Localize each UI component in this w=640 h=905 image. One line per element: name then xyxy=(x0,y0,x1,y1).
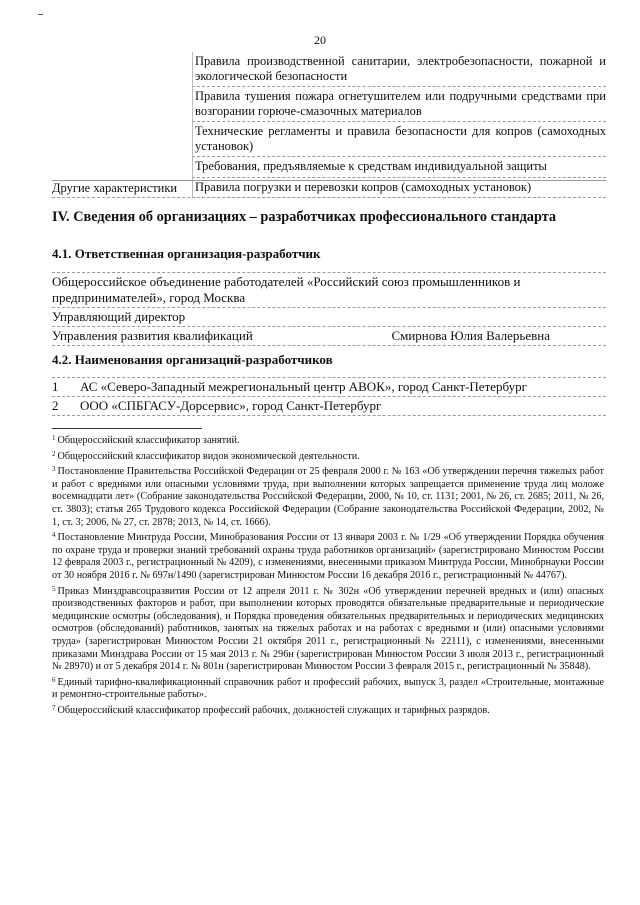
table-row xyxy=(52,87,606,122)
org-department: Управления развития квалификаций xyxy=(52,328,253,343)
requirement-item: Правила тушения пожара огнетушителем или подручными средствами при возгорании горюче-смазочных материалов xyxy=(192,87,606,122)
requirement-item: Требования, предъявляемые к средствам индивидуальной защиты xyxy=(192,157,606,178)
row-number: 2 xyxy=(52,398,59,413)
requirement-item: Правила погрузки и перевозки копров (самоходных установок) xyxy=(192,178,606,199)
footnote: $^3$ Постановление Правительства Российской Федерации от 25 февраля 2000 г. № 163 «Об утверждении перечня тяжелых работ и работ с вредными или опасными условиями труда, при выполнении которых запрещается применение труда лиц моложе восемнадцати лет» (Собрание законодательства Российской Федерации, 2000, № 10, ст. 1131; 2001, № 26, ст. 2685; 2011, № 26, ст. 3803); статья 265 Трудового кодекса Российской Федерации (Собрание законодательства Российской Федерации, 2002, № 1, ст. 3; 2006, № 27, ст. 2878; 2013, № 14, ст. 1666). xyxy=(52,465,604,528)
requirements-table xyxy=(52,52,606,198)
table-row xyxy=(52,377,606,397)
other-characteristics-label: Другие характеристики xyxy=(52,180,606,198)
footnote: $^4$ Постановление Минтруда России, Минобразования России от 13 января 2003 г. № 1/29 «Об утверждении Порядка обучения по охране труда и проверки знаний требований охраны труда работников организаций» (зарегистрировано Минюстом России 12 февраля 2003 г., регистрационный № 4209), с изменениями, внесенными приказом Минтруда России, Минобрнауки России от 30 ноября 2016 г. № 697н/1490 (зарегистрирован Минюстом России 16 декабря 2016 г., регистрационный № 44767). xyxy=(52,531,604,581)
table-row xyxy=(52,122,606,157)
scan-mark xyxy=(38,14,43,15)
table-row xyxy=(52,52,606,87)
row-number: 1 xyxy=(52,379,59,394)
table-row xyxy=(52,397,606,416)
table-row xyxy=(52,157,606,178)
org-position: Управляющий директор xyxy=(52,308,606,327)
footnote-rule xyxy=(52,428,202,429)
footnote: $^2$ Общероссийский классификатор видов экономической деятельности. xyxy=(52,449,360,462)
developers-heading: 4.2. Наименования организаций-разработчиков xyxy=(52,352,333,367)
footnote: $^5$ Приказ Минздравсоцразвития России от 12 апреля 2011 г. № 302н «Об утверждении перечней вредных и (или) опасных производственных факторов и работ, при выполнении которых проводятся обязательные предварительные и периодические медицинские осмотры (обследования), и Порядка проведения обязательных предварительных и периодических медицинских осмотров (обследований) работников, занятых на тяжелых работах и на работах с вредными и (или) опасными условиями труда» (зарегистрирован Минюстом России 21 октября 2011 г., регистрационный № 22111), с изменениями, внесенными приказами Минздрава России от 15 мая 2013 г. № 296н (зарегистрирован Минюстом России 3 июля 2013 г., регистрационный № 28970) и от 5 декабря 2014 г. № 801н (зарегистрирован Минюстом России 3 февраля 2015 г., регистрационный № 35848). xyxy=(52,584,604,673)
developer-name: АС «Северо-Западный межрегиональный центр АВОК», город Санкт-Петербург xyxy=(80,379,527,394)
responsible-org-block xyxy=(52,272,606,346)
footnote: $^7$ Общероссийский классификатор профессий рабочих, должностей служащих и тарифных разрядов. xyxy=(52,703,490,716)
responsible-org-heading: 4.1. Ответственная организация-разработчик xyxy=(52,246,321,261)
org-name: Общероссийское объединение работодателей «Российский союз промышленников и предпринимателей», город Москва xyxy=(52,272,606,308)
footnotes xyxy=(52,432,604,717)
section-heading: IV. Сведения об организациях – разработчиках профессионального стандарта xyxy=(52,209,557,225)
org-signature-row xyxy=(52,327,606,346)
page-number: 20 xyxy=(314,33,326,47)
responsible-person: Смирнова Юлия Валерьевна xyxy=(391,328,550,343)
footnote: $^1$ Общероссийский классификатор занятий. xyxy=(52,434,240,446)
requirement-item: Технические регламенты и правила безопасности для копров (самоходных установок) xyxy=(192,122,606,157)
developer-name: ООО «СПБГАСУ-Дорсервис», город Санкт-Петербург xyxy=(80,398,382,413)
developers-table xyxy=(52,377,606,416)
requirement-item: Правила производственной санитарии, электробезопасности, пожарной и экологической безопасности xyxy=(192,52,606,87)
footnote: $^6$ Единый тарифно-квалификационный справочник работ и профессий рабочих, выпуск 3, раздел «Строительные, монтажные и ремонтно-строительные работы». xyxy=(52,675,604,701)
